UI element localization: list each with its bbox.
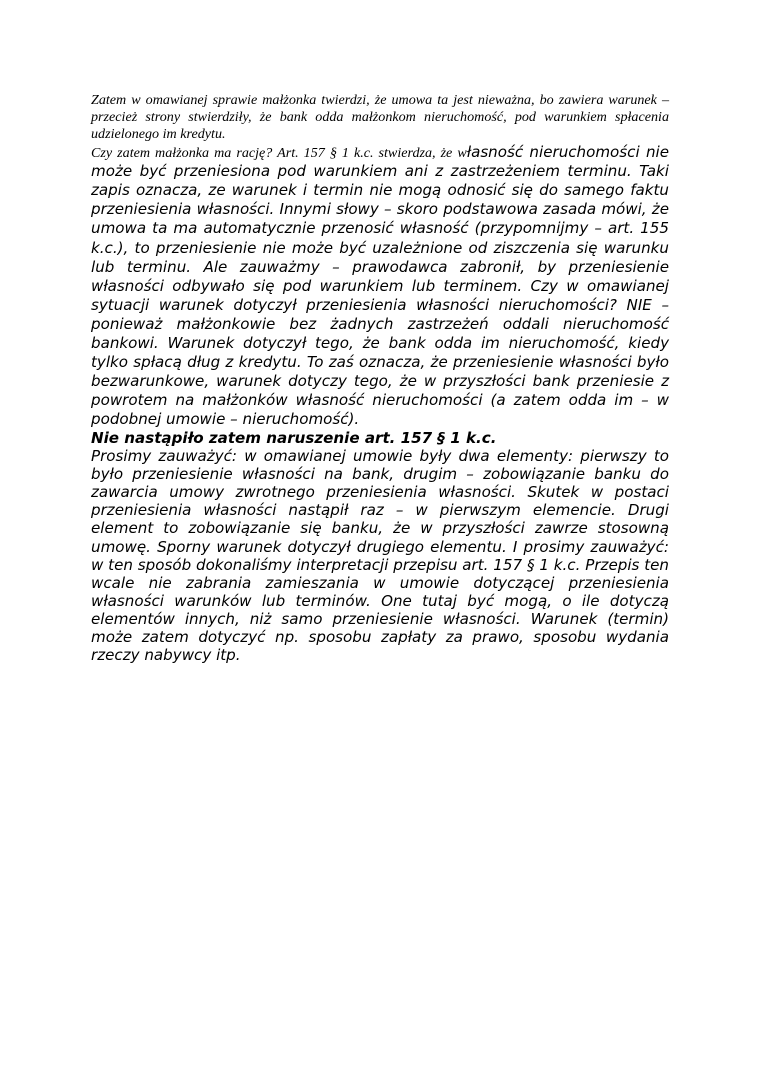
paragraph-question	[91, 143, 669, 429]
paragraph-intro: Zatem w omawianej sprawie małżonka twierdzi, że umowa ta jest nieważna, bo zawiera warunek – przecież strony stwierdziły, że bank odda małżonkom nieruchomość, pod warunkiem spłacenia udzielonego im kredytu.	[91, 92, 669, 143]
paragraph-question-serif: Czy zatem małżonka ma rację? Art. 157 § 1 k.c. stwierdza, że w	[91, 145, 467, 162]
paragraph-question-sans: łasność nieruchomości nie może być przeniesiona pod warunkiem ani z zastrzeżeniem terminu. Taki zapis oznacza, ze warunek i termin nie mogą odnosić się do samego faktu przeniesienia własności. Innymi słowy – skoro podstawowa zasada mówi, że umowa ta ma automatycznie przenosić własność (przypomnijmy – art. 155 k.c.), to przeniesienie nie może być uzależnione od ziszczenia się warunku lub terminu. Ale zauważmy – prawodawca zabronił, by przeniesienie własności odbywało się pod warunkiem lub terminem. Czy w omawianej sytuacji warunek dotyczył przeniesienia własności nieruchomości? NIE – ponieważ małżonkowie bez żadnych zastrzeżeń oddali nieruchomość bankowi. Warunek dotyczył tego, że bank odda im nieruchomość, kiedy tylko spłacą dług z kredytu. To zaś oznacza, że przeniesienie własności było bezwarunkowe, warunek dotyczy tego, że w przyszłości bank przeniesie z powrotem na małżonków własność nieruchomości (a zatem odda im – w podobnej umowie – nieruchomość).	[91, 143, 669, 428]
paragraph-explanation: Prosimy zauważyć: w omawianej umowie były dwa elementy: pierwszy to było przeniesienie własności na bank, drugim – zobowiązanie banku do zawarcia umowy zwrotnego przeniesienia własności. Skutek w postaci przeniesienia własności nastąpił raz – w pierwszym elemencie. Drugi element to zobowiązanie się banku, że w przyszłości zawrze stosowną umowę. Sporny warunek dotyczył drugiego elementu. I prosimy zauważyć: w ten sposób dokonaliśmy interpretacji przepisu art. 157 § 1 k.c. Przepis ten wcale nie zabrania zamieszania w umowie dotyczącej przeniesienia własności warunków lub terminów. One tutaj być mogą, o ile dotyczą elementów innych, niż samo przeniesienie własności. Warunek (termin) może zatem dotyczyć np. sposobu zapłaty za prawo, sposobu wydania rzeczy nabywcy itp.	[91, 447, 669, 665]
document-page	[91, 92, 669, 664]
conclusion-heading: Nie nastąpiło zatem naruszenie art. 157 § 1 k.c.	[91, 428, 497, 447]
